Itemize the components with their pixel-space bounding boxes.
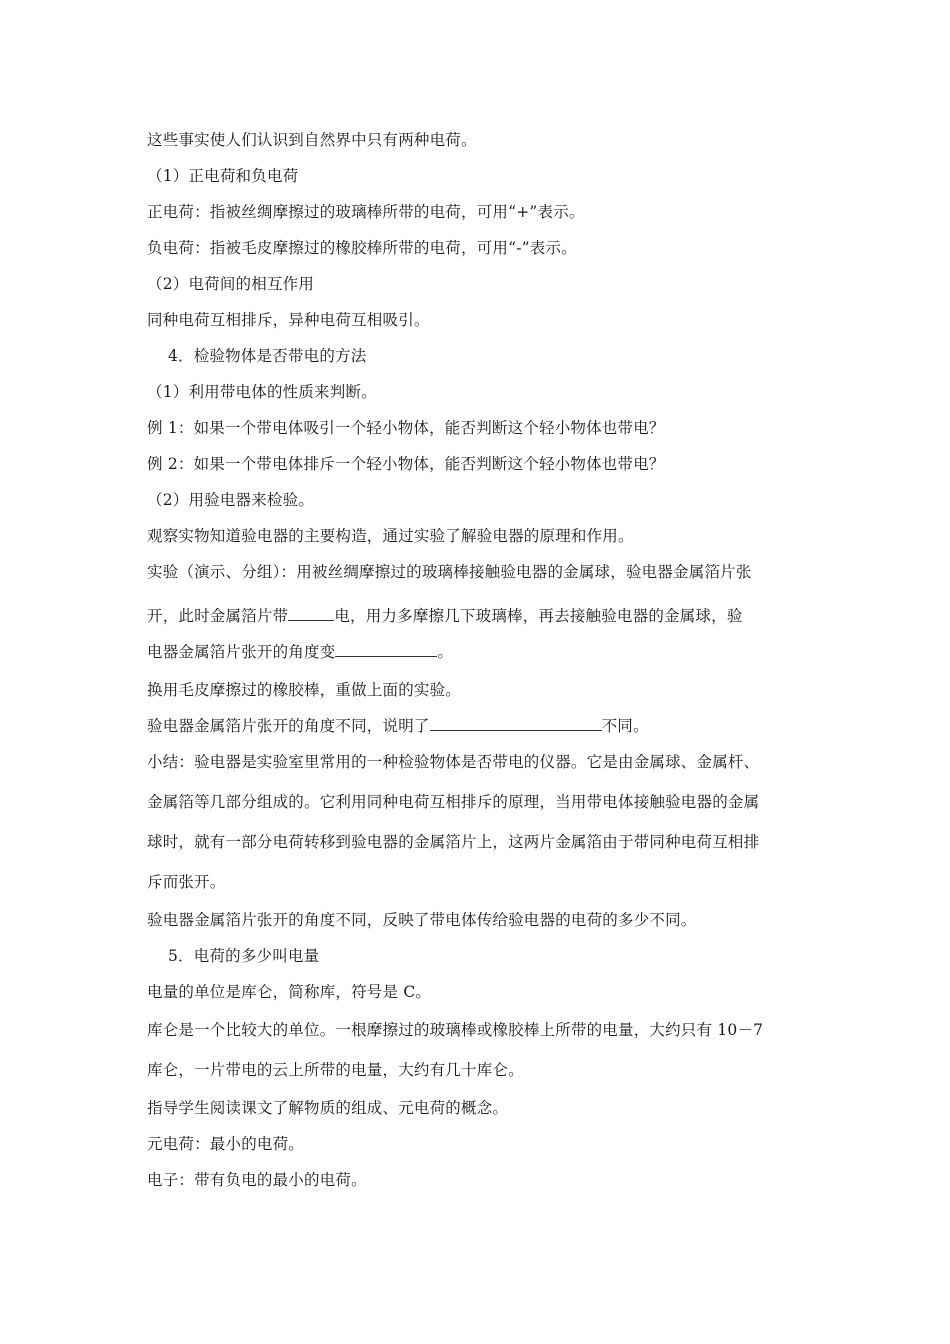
answer-blank[interactable] [335, 642, 437, 657]
text-segment: 电，用力多摩擦几下玻璃棒，再去接触验电器的金属球，验 [334, 607, 743, 625]
text-segment: 。 [437, 643, 454, 661]
text-segment: 开，此时金属箔片带 [147, 607, 289, 625]
paragraph-line: 同种电荷互相排斥，异种电荷互相吸引。 [147, 311, 430, 329]
fill-blank-line [147, 642, 453, 662]
answer-blank[interactable] [288, 606, 334, 621]
text-segment: 验电器金属箔片张开的角度不同，说明了 [147, 717, 430, 735]
paragraph-line: 指导学生阅读课文了解物质的组成、元电荷的概念。 [147, 1099, 509, 1117]
numbered-heading: 5．电荷的多少叫电量 [168, 947, 320, 965]
paragraph-line: 正电荷：指被丝绸摩擦过的玻璃棒所带的电荷，可用“+”表示。 [147, 203, 585, 221]
summary-line: 斥而张开。 [147, 873, 226, 891]
paragraph-line: 库仑是一个比较大的单位。一根摩擦过的玻璃棒或橡胶棒上所带的电量，大约只有 10－7 [147, 1021, 764, 1039]
paragraph-line: 电量的单位是库仑，简称库，符号是 C。 [147, 983, 432, 1001]
text-segment: 电器金属箔片张开的角度变 [147, 643, 336, 661]
summary-line: 金属箔等几部分组成的。它利用同种电荷互相排斥的原理，当用带电体接触验电器的金属 [147, 793, 760, 811]
section-heading: （1）利用带电体的性质来判断。 [147, 383, 377, 401]
section-heading: （2）用验电器来检验。 [147, 491, 315, 509]
summary-line: 球时，就有一部分电荷转移到验电器的金属箔片上，这两片金属箔由于带同种电荷互相排 [147, 833, 760, 851]
paragraph-line: 库仑，一片带电的云上所带的电量，大约有几十库仑。 [147, 1061, 524, 1079]
paragraph-line: 换用毛皮摩擦过的橡胶棒，重做上面的实验。 [147, 681, 462, 699]
answer-blank[interactable] [430, 716, 602, 731]
section-heading: （2）电荷间的相互作用 [147, 275, 315, 293]
paragraph-line: 验电器金属箔片张开的角度不同，反映了带电体传给验电器的电荷的多少不同。 [147, 911, 697, 929]
definition-line: 电子：带有负电的最小的电荷。 [147, 1171, 367, 1189]
text-segment: 不同。 [601, 717, 649, 735]
definition-line: 元电荷：最小的电荷。 [147, 1135, 305, 1153]
paragraph-line: 负电荷：指被毛皮摩擦过的橡胶棒所带的电荷，可用“-”表示。 [147, 239, 577, 257]
fill-blank-line [147, 716, 649, 736]
paragraph-line: 实验（演示、分组）：用被丝绸摩擦过的玻璃棒接触验电器的金属球，验电器金属箔片张 [147, 563, 752, 581]
paragraph-line: 这些事实使人们认识到自然界中只有两种电荷。 [147, 131, 477, 149]
example-line: 例 1：如果一个带电体吸引一个轻小物体，能否判断这个轻小物体也带电？ [147, 419, 665, 437]
example-line: 例 2：如果一个带电体排斥一个轻小物体，能否判断这个轻小物体也带电？ [147, 455, 665, 473]
section-heading: （1）正电荷和负电荷 [147, 167, 299, 185]
fill-blank-line [147, 606, 743, 626]
numbered-heading: 4．检验物体是否带电的方法 [168, 347, 367, 365]
summary-line: 小结：验电器是实验室里常用的一种检验物体是否带电的仪器。它是由金属球、金属杆、 [147, 753, 760, 771]
paragraph-line: 观察实物知道验电器的主要构造，通过实验了解验电器的原理和作用。 [147, 527, 634, 545]
